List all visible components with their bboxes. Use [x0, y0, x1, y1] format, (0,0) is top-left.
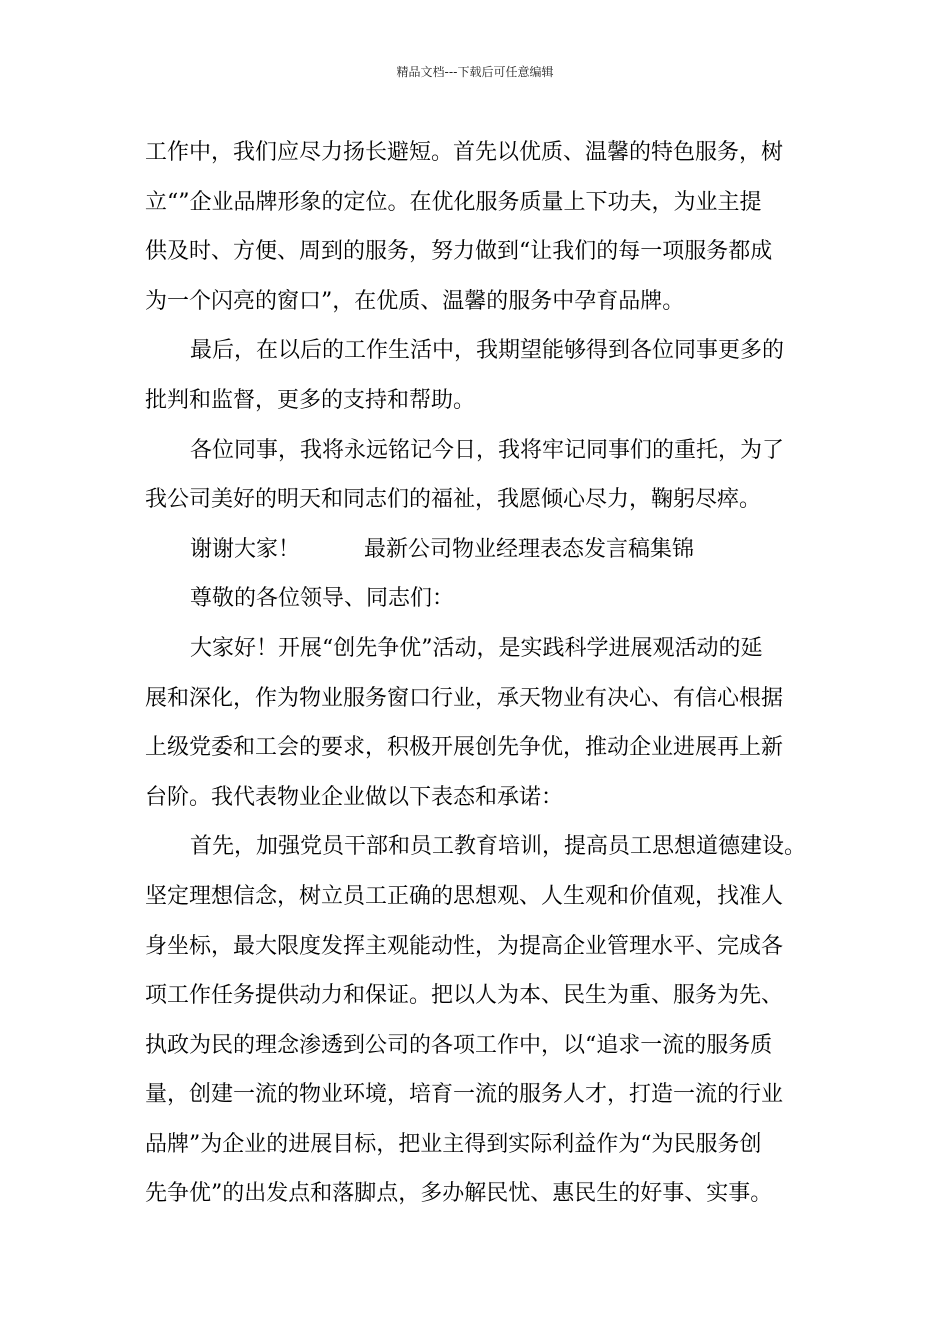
text-line: 台阶。我代表物业企业做以下表态和承诺： — [145, 784, 564, 810]
salutation: 尊敬的各位领导、同志们： — [190, 586, 455, 612]
text-line: 项工作任务提供动力和保证。把以人为本、民生为重、服务为先、 — [145, 983, 784, 1009]
document-title: 最新公司物业经理表态发言稿集锦 — [364, 536, 695, 562]
text-line: 品牌”为企业的进展目标，把业主得到实际利益作为“为民服务创 — [145, 1131, 762, 1157]
text-line: 我公司美好的明天和同志们的福祉，我愿倾心尽力，鞠躬尽瘁。 — [145, 487, 762, 513]
text-line: 先争优”的出发点和落脚点，多办解民忧、惠民生的好事、实事。 — [145, 1181, 773, 1207]
text-line: 供及时、方便、周到的服务，努力做到“让我们的每一项服务都成 — [145, 239, 773, 265]
text-line: 立“”企业品牌形象的定位。在优化服务质量上下功夫，为业主提 — [145, 189, 762, 215]
text-line: 执政为民的理念渗透到公司的各项工作中，以“追求一流的服务质 — [145, 1032, 773, 1058]
paragraph-start: 最后，在以后的工作生活中，我期望能够得到各位同事更多的 — [190, 338, 785, 364]
text-line: 为一个闪亮的窗口”，在优质、温馨的服务中孕育品牌。 — [145, 288, 685, 314]
document-body — [145, 128, 825, 1219]
thanks-title-line — [145, 525, 825, 575]
text-line: 工作中，我们应尽力扬长避短。首先以优质、温馨的特色服务，树 — [145, 140, 784, 165]
paragraph-start: 大家好！开展“创先争优”活动，是实践科学进展观活动的延 — [190, 635, 763, 661]
page-header: 精品文档---下载后可任意编辑 — [396, 65, 554, 79]
text-line: 上级党委和工会的要求，积极开展创先争优，推动企业进展再上新 — [145, 735, 784, 761]
thanks-text: 谢谢大家！ — [190, 536, 301, 562]
text-line: 展和深化，作为物业服务窗口行业，承天物业有决心、有信心根据 — [145, 685, 784, 711]
text-line: 坚定理想信念，树立员工正确的思想观、人生观和价值观，找准人 — [145, 883, 784, 909]
text-line: 身坐标，最大限度发挥主观能动性，为提高企业管理水平、完成各 — [145, 933, 784, 959]
text-line: 批判和监督，更多的支持和帮助。 — [145, 387, 476, 413]
paragraph-start: 首先，加强党员干部和员工教育培训，提高员工思想道德建设。 — [190, 834, 807, 860]
paragraph-start: 各位同事，我将永远铭记今日，我将牢记同事们的重托，为了 — [190, 437, 785, 463]
text-line: 量，创建一流的物业环境，培育一流的服务人才，打造一流的行业 — [145, 1082, 784, 1108]
